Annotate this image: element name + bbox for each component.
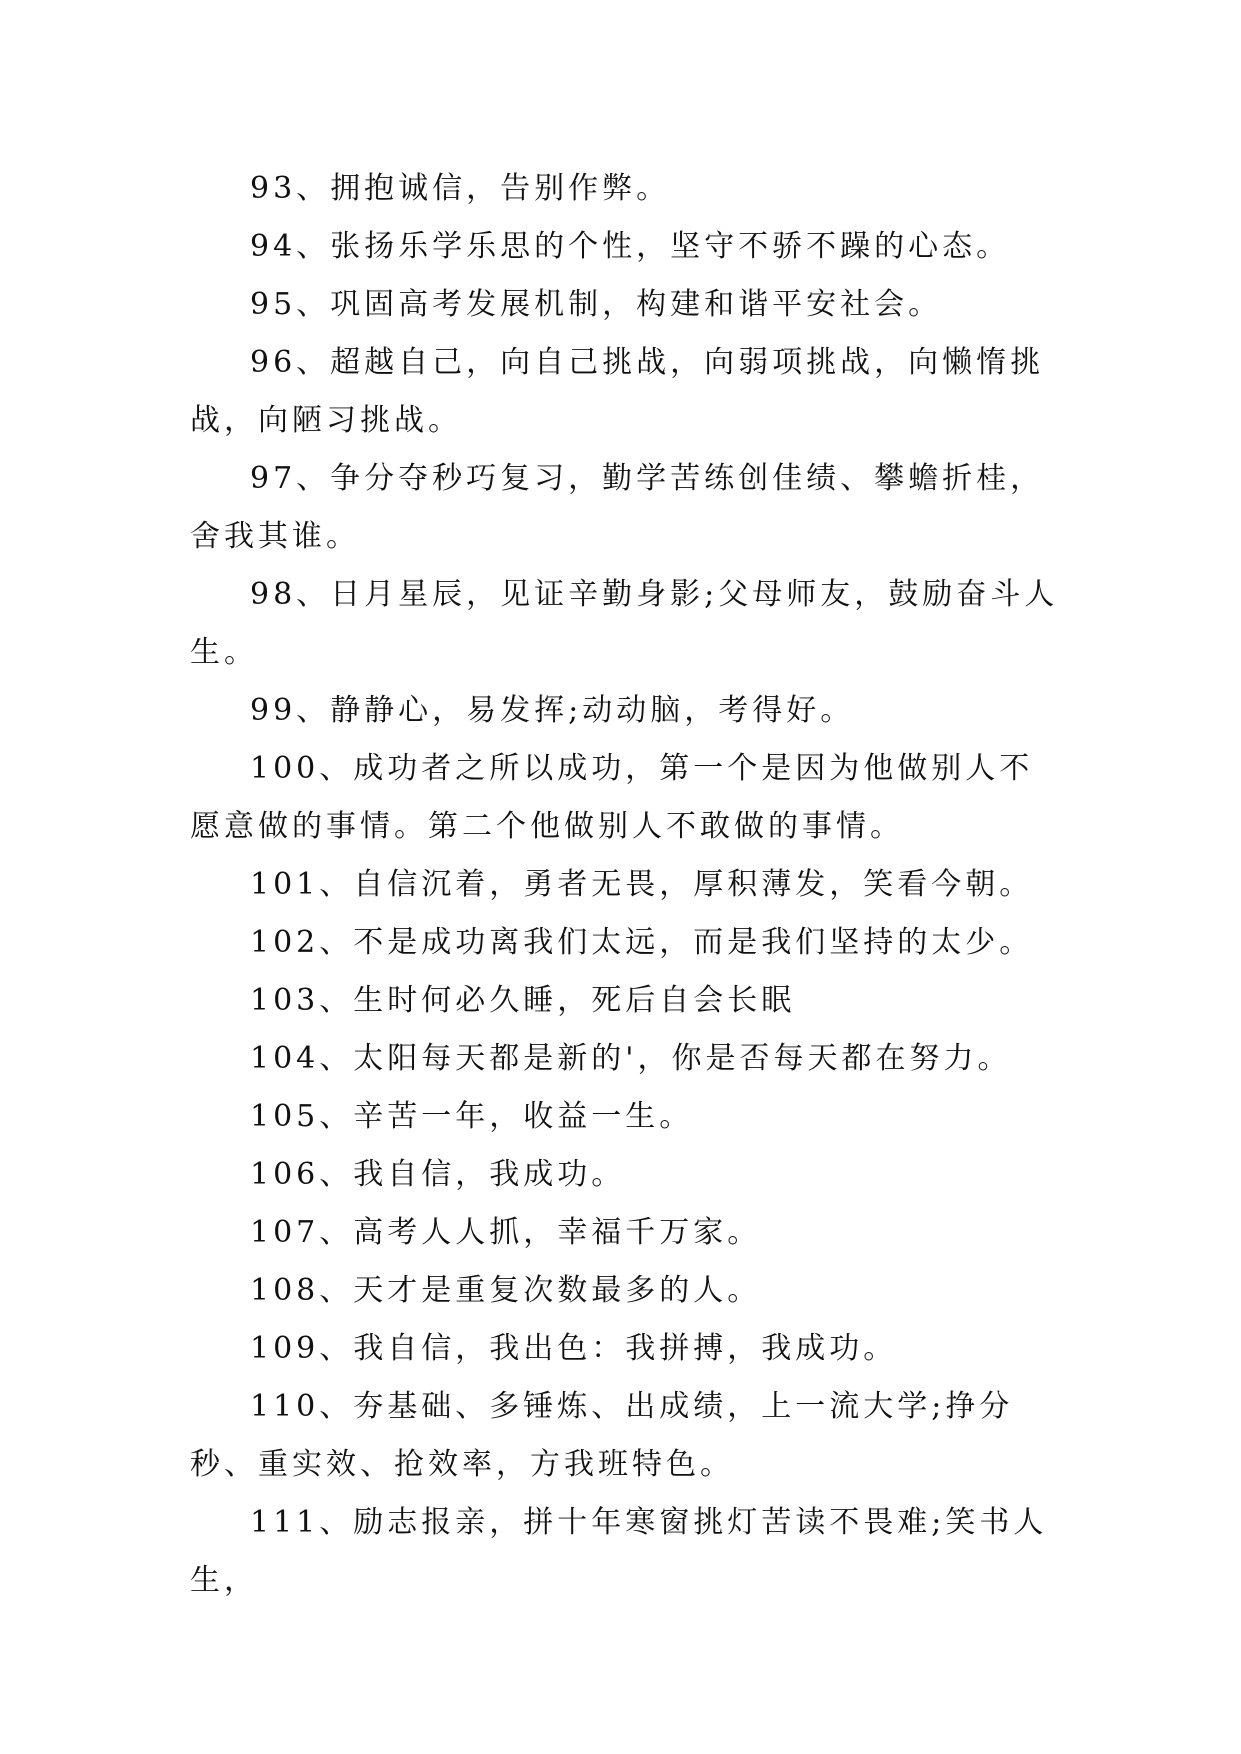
paragraph-107: 107、高考人人抓，幸福千万家。 (250, 1215, 762, 1250)
paragraph-101: 101、自信沉着，勇者无畏，厚积薄发，笑看今朝。 (250, 867, 1034, 902)
paragraph-108: 108、天才是重复次数最多的人。 (250, 1273, 762, 1308)
paragraph-102: 102、不是成功离我们太远，而是我们坚持的太少。 (250, 925, 1034, 960)
paragraph-96: 96、超越自己，向自己挑战，向弱项挑战，向懒惰挑战，向陋习挑战。 (190, 345, 1045, 438)
paragraph-97: 97、争分夺秒巧复习，勤学苦练创佳绩、攀蟾折桂，舍我其谁。 (190, 461, 1045, 554)
paragraph-93: 93、拥抱诚信，告别作弊。 (250, 171, 671, 206)
paragraph-98: 98、日月星辰，见证辛勤身影;父母师友，鼓励奋斗人生。 (190, 577, 1059, 670)
paragraph-104: 104、太阳每天都是新的'，你是否每天都在努力。 (250, 1041, 1012, 1076)
paragraph-100: 100、成功者之所以成功，第一个是因为他做别人不愿意做的事情。第二个他做别人不敢做的事情。 (190, 751, 1034, 844)
document-body (190, 160, 1060, 1610)
paragraph-109: 109、我自信，我出色：我拼搏，我成功。 (250, 1331, 898, 1366)
paragraph-95: 95、巩固高考发展机制，构建和谐平安社会。 (250, 287, 943, 322)
paragraph-103: 103、生时何必久睡，死后自会长眠 (250, 983, 796, 1018)
paragraph-94: 94、张扬乐学乐思的个性，坚守不骄不躁的心态。 (250, 229, 1011, 264)
paragraph-105: 105、辛苦一年，收益一生。 (250, 1099, 694, 1134)
paragraph-111: 111、励志报亲，拼十年寒窗挑灯苦读不畏难;笑书人生， (190, 1505, 1048, 1598)
paragraph-99: 99、静静心，易发挥;动动脑，考得好。 (250, 693, 855, 728)
paragraph-106: 106、我自信，我成功。 (250, 1157, 626, 1192)
paragraph-110: 110、夯基础、多锤炼、出成绩，上一流大学;挣分秒、重实效、抢效率，方我班特色。 (190, 1389, 1014, 1482)
